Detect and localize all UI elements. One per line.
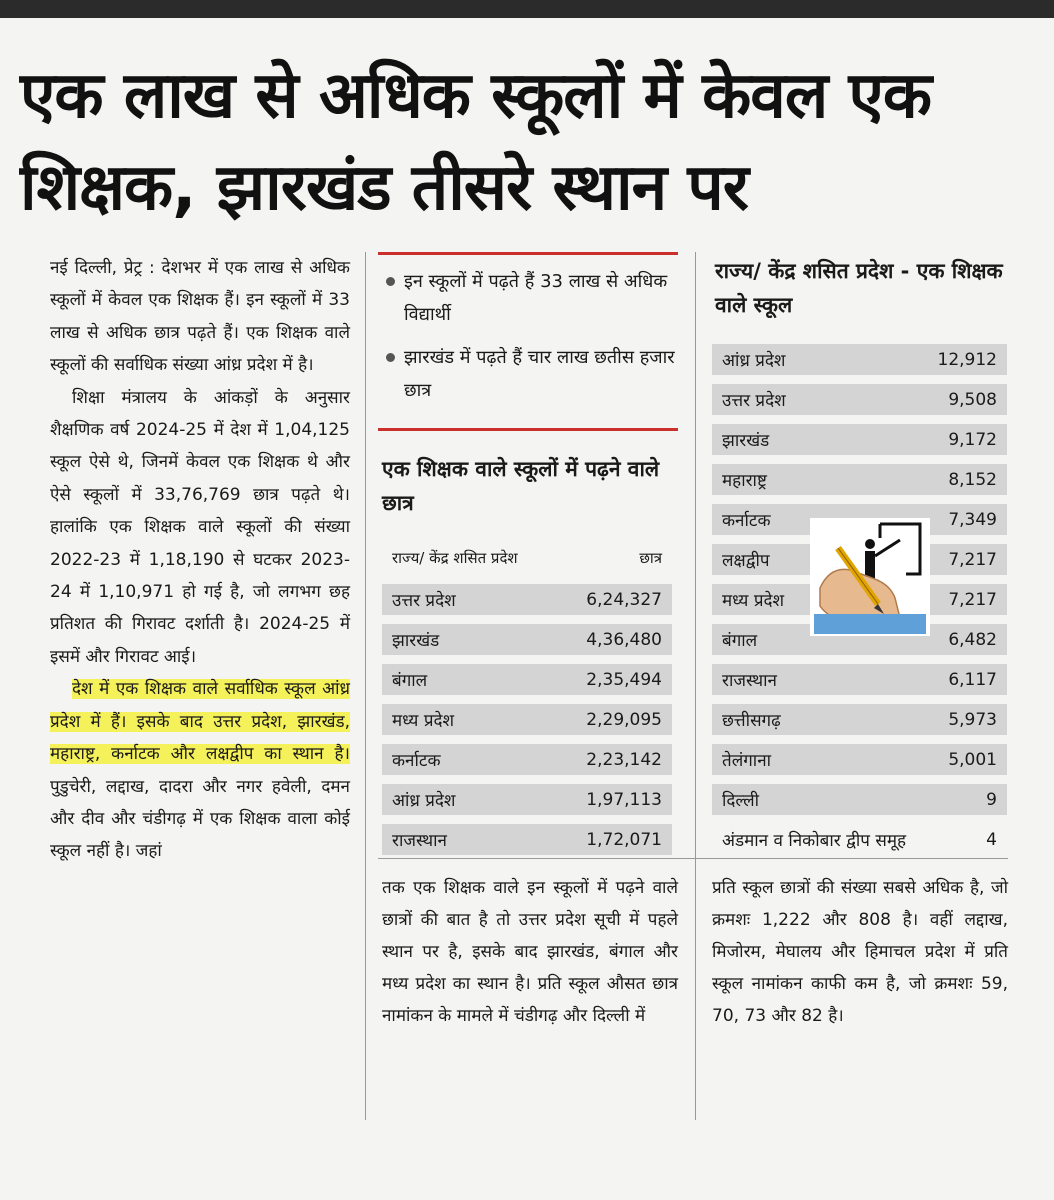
students-table bbox=[382, 584, 672, 864]
bullet-list bbox=[380, 265, 680, 417]
students-table-title: एक शिक्षक वाले स्कूलों में पढ़ने वाले छात्र bbox=[382, 457, 660, 515]
students-table-col-state: राज्य/ केंद्र शसित प्रदेश bbox=[392, 549, 518, 567]
column-divider bbox=[365, 252, 366, 1120]
article-paragraph-1: नई दिल्ली, प्रेट्र : देशभर में एक लाख से अधिक स्कूलों में केवल एक शिक्षक हैं। इन स्कूलों में 33 लाख से अधिक छात्र पढ़ते हैं। एक शिक्षक वाले स्कूलों की सर्वाधिक संख्या आंध्र प्रदेश में है। bbox=[50, 258, 350, 376]
article-paragraph-3-rest: पुडुचेरी, लद्दाख, दादरा और नगर हवेली, दमन और दीव और चंडीगढ़ में एक शिक्षक वाला कोई स्कूल नहीं है। जहां bbox=[50, 776, 350, 862]
article-column-1 bbox=[50, 252, 350, 868]
table-row: लक्षद्वीप 7,217 bbox=[712, 544, 1007, 575]
table-row: आंध्र प्रदेश 12,912 bbox=[712, 344, 1007, 375]
table-row: बंगाल 6,482 bbox=[712, 624, 1007, 655]
table-row: राजस्थान 6,117 bbox=[712, 664, 1007, 695]
table-row: आंध्र प्रदेश 1,97,113 bbox=[382, 784, 672, 815]
article-paragraph-3 bbox=[50, 673, 350, 867]
table-row: अंडमान व निकोबार द्वीप समूह 4 bbox=[722, 829, 997, 851]
table-row: छत्तीसगढ़ 5,973 bbox=[712, 704, 1007, 735]
table-row: झारखंड 9,172 bbox=[712, 424, 1007, 455]
table-row: झारखंड 4,36,480 bbox=[382, 624, 672, 655]
table-row: कर्नाटक 2,23,142 bbox=[382, 744, 672, 775]
schools-table-title: राज्य/ केंद्र शसित प्रदेश - एक शिक्षक वाले स्कूल bbox=[715, 259, 1003, 317]
accent-rule bbox=[378, 428, 678, 431]
bullet-dot-icon bbox=[386, 353, 395, 362]
bullet-item: झारखंड में पढ़ते हैं चार लाख छतीस हजार छात्र bbox=[380, 341, 680, 407]
table-row: बंगाल 2,35,494 bbox=[382, 664, 672, 695]
bullet-dot-icon bbox=[386, 277, 395, 286]
highlighted-text: देश में एक शिक्षक वाले सर्वाधिक स्कूल आंध्र प्रदेश में हैं। इसके बाद उत्तर प्रदेश, झारखंड, महाराष्ट्र, कर्नाटक और लक्षद्वीप का स्थान है। bbox=[50, 679, 350, 765]
table-row: मध्य प्रदेश 7,217 bbox=[712, 584, 1007, 615]
article-column-2-body: तक एक शिक्षक वाले इन स्कूलों में पढ़ने वाले छात्रों की बात है तो उत्तर प्रदेश सूची में पहले स्थान पर है, इसके बाद झारखंड, बंगाल और मध्य प्रदेश का स्थान है। प्रति स्कूल औसत छात्र नामांकन के मामले में चंडीगढ़ और दिल्ली में bbox=[382, 878, 678, 1026]
table-row: महाराष्ट्र 8,152 bbox=[712, 464, 1007, 495]
accent-rule bbox=[378, 252, 678, 255]
table-row: राजस्थान 1,72,071 bbox=[382, 824, 672, 855]
article-paragraph-2: शिक्षा मंत्रालय के आंकड़ों के अनुसार शैक्षणिक वर्ष 2024-25 में देश में 1,04,125 स्कूल ऐसे थे, जिनमें केवल एक शिक्षक थे और ऐसे स्कूलों में 33,76,769 छात्र पढ़ते थे। हालांकि एक शिक्षक वाले स्कूलों की संख्या 2022-23 में 1,18,190 से घटकर 2023-24 में 1,10,971 हो गई है, जो लगभग छह प्रतिशत की गिरावट दर्शाती है। 2024-25 में इसमें और गिरावट आई। bbox=[50, 387, 350, 667]
table-row: दिल्ली 9 bbox=[712, 784, 1007, 815]
table-row: उत्तर प्रदेश 6,24,327 bbox=[382, 584, 672, 615]
article-column-3-body: प्रति स्कूल छात्रों की संख्या सबसे अधिक है, जो क्रमशः 1,222 और 808 है। वहीं लद्दाख, मिजोरम, मेघालय और हिमाचल प्रदेश में प्रति स्कूल नामांकन काफी कम है, जो क्रमशः 59, 70, 73 और 82 है। bbox=[712, 878, 1008, 1026]
students-table-header bbox=[382, 548, 672, 568]
section-divider bbox=[378, 858, 1008, 859]
top-bar bbox=[0, 0, 1054, 18]
table-row: मध्य प्रदेश 2,29,095 bbox=[382, 704, 672, 735]
headline: एक लाख से अधिक स्कूलों में केवल एक शिक्षक, झारखंड तीसरे स्थान पर bbox=[20, 59, 932, 225]
bullet-item: इन स्कूलों में पढ़ते हैं 33 लाख से अधिक विद्यार्थी bbox=[380, 265, 680, 331]
column-divider bbox=[695, 252, 696, 1120]
teacher-writing-icon bbox=[810, 518, 930, 636]
table-row: तेलंगाना 5,001 bbox=[712, 744, 1007, 775]
table-row: कर्नाटक 7,349 bbox=[712, 504, 1007, 535]
students-table-col-value: छात्र bbox=[639, 549, 662, 567]
table-row: उत्तर प्रदेश 9,508 bbox=[712, 384, 1007, 415]
